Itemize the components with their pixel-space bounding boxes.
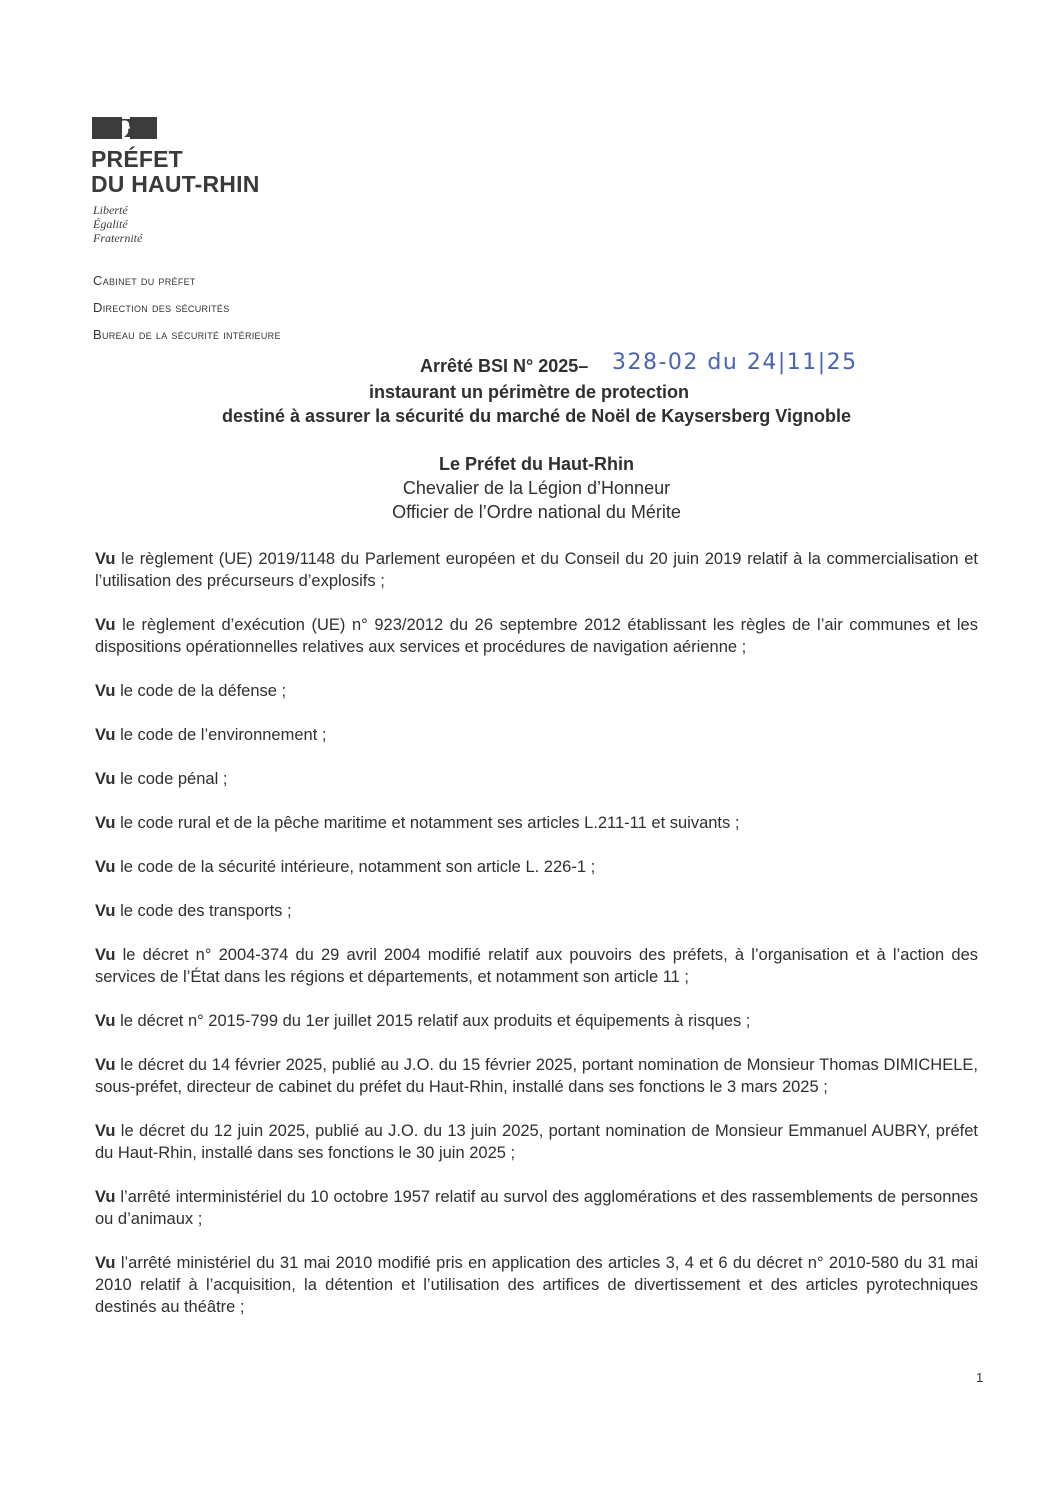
signer-name: Le Préfet du Haut-Rhin xyxy=(438,454,634,474)
marianne-logo-icon xyxy=(92,117,157,139)
visa-item: Vu le code des transports ; xyxy=(95,902,292,920)
prefecture-line-2: DU HAUT-RHIN xyxy=(91,171,260,197)
visa-item: Vu le décret du 14 février 2025, publié au J.O. du 15 février 2025, portant nomination de Monsieur Thomas DIMICHELE, sous-préfet, directeur de cabinet du préfet du Haut-Rhin, installé dans ses fonctions le 3 mars 2025 ; xyxy=(95,1056,978,1096)
signer-title-1: Chevalier de la Légion d’Honneur xyxy=(402,478,671,498)
visa-item: Vu le code pénal ; xyxy=(95,770,228,788)
service-cabinet: Cabinet du préfet xyxy=(93,273,196,288)
visa-item: Vu le code rural et de la pêche maritime et notamment ses articles L.211-11 et suivants ; xyxy=(95,814,740,832)
motto-liberte: Liberté xyxy=(93,203,128,217)
signer-block xyxy=(0,452,1058,524)
visas-list xyxy=(95,548,978,1318)
motto-fraternite: Fraternité xyxy=(93,231,143,245)
arrete-number: Arrêté BSI N° 2025– xyxy=(420,356,589,376)
visa-item: Vu le décret n° 2015-799 du 1er juillet 2015 relatif aux produits et équipements à risques ; xyxy=(95,1012,751,1030)
visa-item: Vu le code de la défense ; xyxy=(95,682,287,700)
visa-item: Vu le règlement d’exécution (UE) n° 923/2012 du 26 septembre 2012 établissant les règles de l’air communes et les dispositions opérationnelles relatives aux services et procédures de navigation aérienne ; xyxy=(95,616,978,656)
visa-item: Vu l’arrêté ministériel du 31 mai 2010 modifié pris en application des articles 3, 4 et 6 du décret n° 2010-580 du 31 mai 2010 relatif à l’acquisition, la détention et l’utilisation des artifices de divertissement et des articles pyrotechniques destinés au théâtre ; xyxy=(95,1254,978,1316)
motto-egalite: Égalité xyxy=(93,217,128,231)
service-bureau: Bureau de la sécurité intérieure xyxy=(93,327,281,342)
prefecture-line-1: PRÉFET xyxy=(91,146,183,172)
prefecture-name xyxy=(91,147,260,197)
visa-item: Vu le décret n° 2004-374 du 29 avril 2004 modifié relatif aux pouvoirs des préfets, à l’organisation et à l’action des services de l’État dans les régions et départements, et notamment son article 11 ; xyxy=(95,946,978,986)
visa-item: Vu le code de la sécurité intérieure, notamment son article L. 226-1 ; xyxy=(95,858,596,876)
visa-item: Vu le code de l’environnement ; xyxy=(95,726,327,744)
arrete-subtitle-1: instaurant un périmètre de protection xyxy=(368,382,690,402)
visa-item: Vu le décret du 12 juin 2025, publié au J.O. du 13 juin 2025, portant nomination de Monsieur Emmanuel AUBRY, préfet du Haut-Rhin, installé dans ses fonctions le 30 juin 2025 ; xyxy=(95,1122,978,1162)
logo-left-block xyxy=(92,117,122,139)
page-number: 1 xyxy=(976,1370,984,1385)
issuing-services xyxy=(93,272,281,353)
arrete-subtitle-2: destiné à assurer la sécurité du marché de Noël de Kaysersberg Vignoble xyxy=(222,406,851,426)
logo-right-block xyxy=(130,117,157,139)
republic-motto xyxy=(93,203,142,245)
handwritten-number-date: 328-02 du 24|11|25 xyxy=(612,350,858,375)
visa-item: Vu l’arrêté interministériel du 10 octobre 1957 relatif au survol des agglomérations et des rassemblements de personnes ou d’animaux ; xyxy=(95,1188,978,1228)
service-direction: Direction des sécurités xyxy=(93,300,230,315)
signer-title-2: Officier de l’Ordre national du Mérite xyxy=(392,502,681,522)
visa-item: Vu le règlement (UE) 2019/1148 du Parlement européen et du Conseil du 20 juin 2019 relatif à la commercialisation et l’utilisation des précurseurs d’explosifs ; xyxy=(95,550,978,590)
